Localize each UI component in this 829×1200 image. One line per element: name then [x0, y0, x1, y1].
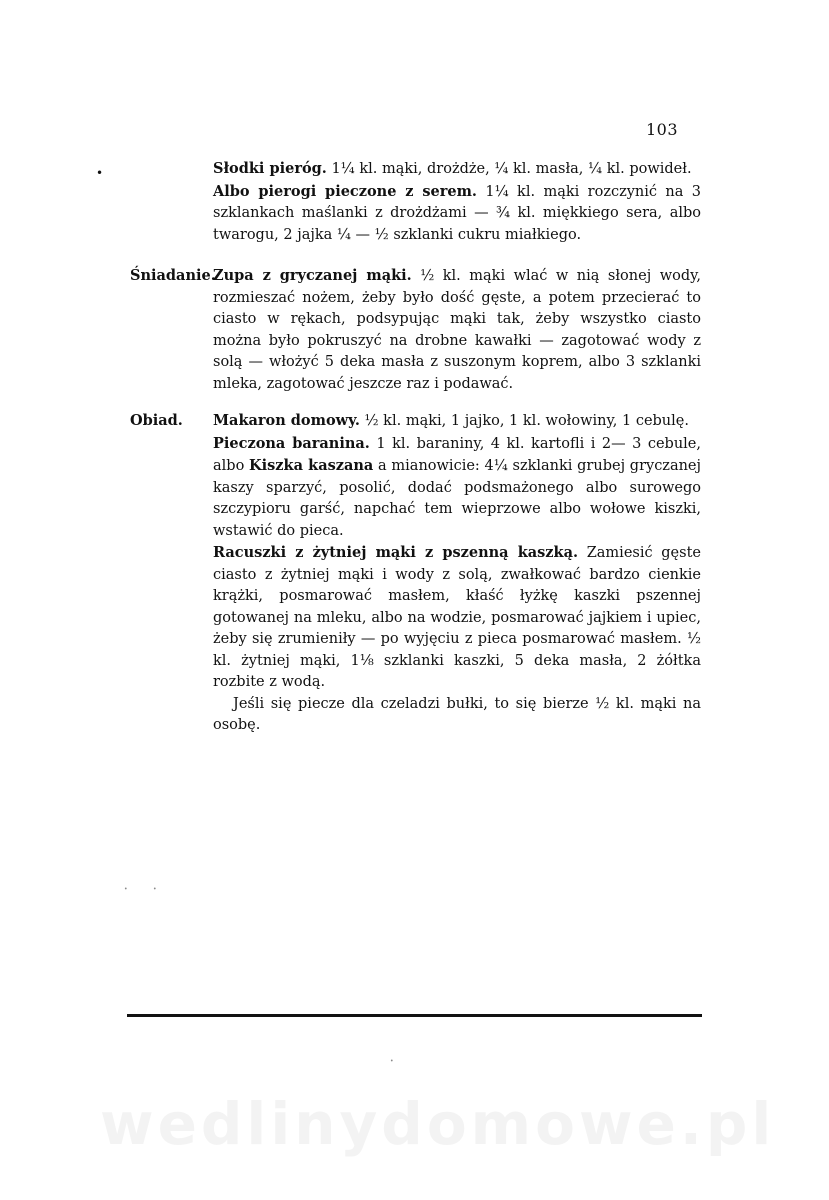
recipe-title: Słodki pieróg. [213, 160, 327, 177]
recipe-text: ½ kl. mąki, 1 jajko, 1 kl. wołowiny, 1 cebulę. [359, 413, 689, 429]
section-body [213, 265, 701, 395]
recipe-pierogi-z-serem [213, 181, 701, 247]
section-label-obiad: Obiad. [130, 412, 183, 429]
recipe-text: Zamiesić gęste ciasto z żytniej mąki i wody z solą, zwałkować bardzo cienkie krążki, posmarować masłem, kłaść łyżkę kaszki pszennej gotowanej na mleku, albo na wodzie, posmarować jajkiem i upiec, żeby się zrumieniły — po wyjęciu z pieca posmarować masłem. ½ kl. żytniej mąki, 1⅛ szklanki kaszki, 5 deka masła, 2 żółtka rozbite z wodą. [213, 545, 701, 690]
recipe-title: Makaron domowy. [213, 412, 360, 429]
watermark: wedlinydomowe.pl [100, 1090, 776, 1158]
recipe-slodki-pierog [213, 158, 701, 181]
scan-speck: • [153, 886, 157, 893]
recipe-inline-text: a mianowicie: 4¼ szklanki grubej gryczanej kaszy sparzyć, posolić, dodać podsmażonego albo surowego szczypioru garść, napchać tem wieprzowe albo wołowe kiszki, wstawić do pieca. [213, 458, 702, 539]
recipe-makaron-domowy [213, 410, 701, 433]
scan-speck: • [390, 1058, 394, 1065]
recipe-text: 1 kl. baraniny, 4 kl. kartofli i 2— 3 cebule, albo [213, 435, 701, 474]
recipe-inline-title: Kiszka kaszana [249, 457, 374, 474]
section-body [213, 410, 701, 737]
scan-speck: • [124, 886, 128, 893]
margin-dot: • [96, 166, 104, 180]
recipe-pieczona-baranina [213, 433, 701, 543]
recipe-note: Jeśli się piecze dla czeladzi bułki, to się bierze ½ kl. mąki na osobę. [213, 695, 701, 733]
recipe-title: Albo pierogi pieczone z serem. [213, 182, 477, 200]
recipe-text: 1¼ kl. mąki rozczynić na 3 szklankach maślanki z drożdżami — ¾ kl. miękkiego sera, albo twarogu, 2 jajka ¼ — ½ szklanki cukru miałkiego. [213, 183, 701, 243]
recipe-title: Pieczona baranina. [213, 434, 370, 452]
recipe-racuszki [213, 542, 701, 694]
recipe-title: Racuszki z żytniej mąki z pszenną kaszką. [213, 544, 579, 561]
recipe-title: Zupa z gryczanej mąki. [213, 267, 412, 284]
section-label-sniadanie: Śniadanie. [130, 267, 216, 284]
recipe-text: 1¼ kl. mąki, drożdże, ¼ kl. masła, ¼ kl. powideł. [326, 161, 692, 177]
page-number: 103 [646, 120, 679, 139]
recipe-zupa-gryczana [213, 265, 701, 395]
section-body [213, 158, 701, 246]
recipe-text: ½ kl. mąki wlać w nią słonej wody, rozmieszać nożem, żeby było dość gęste, a potem przecierać to ciasto w rękach, podsypując mąki tak, żeby wszystko ciasto można było pokruszyć na drobne kawałki — zagotować wody z solą — włożyć 5 deka masła z suszonym koprem, albo 3 szklanki mleka, zagotować jeszcze raz i podawać. [213, 268, 701, 392]
bottom-rule [127, 1014, 702, 1017]
